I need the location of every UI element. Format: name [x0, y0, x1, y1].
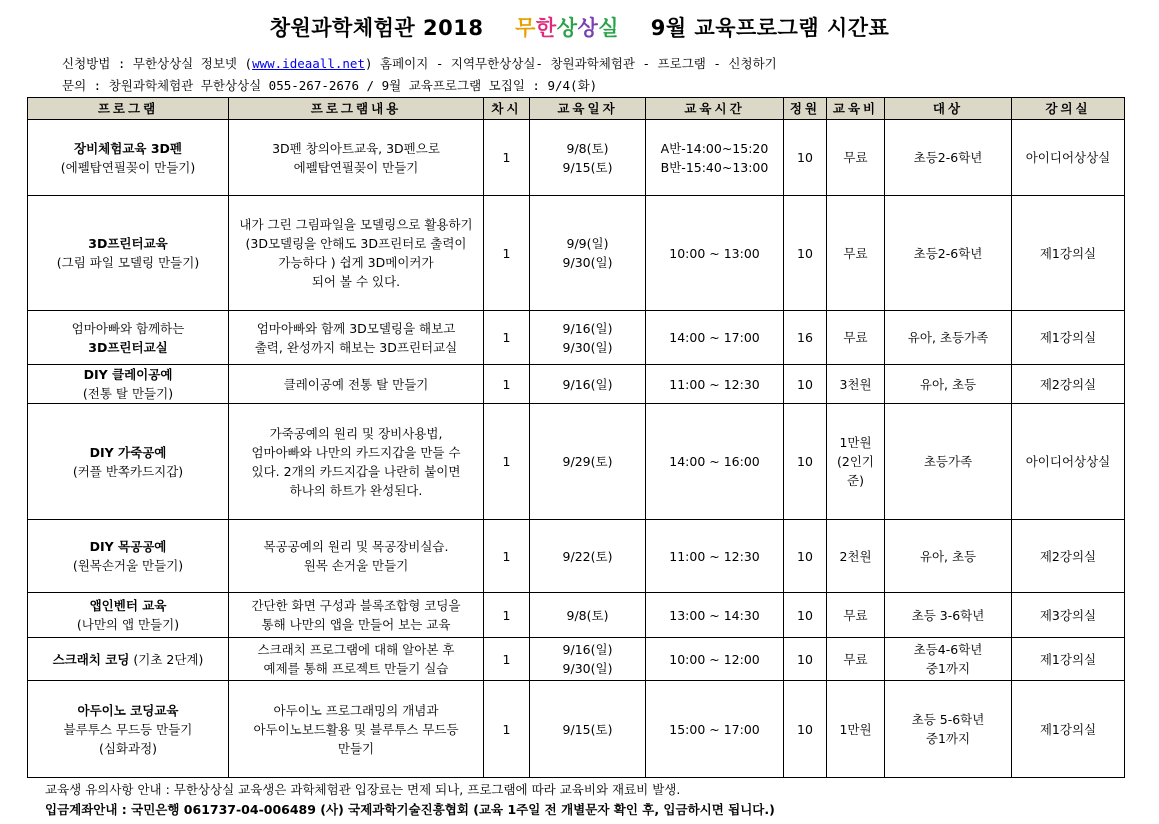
- content-cell-line: 간단한 화면 구성과 블록조합형 코딩을: [251, 598, 461, 613]
- content-cell-line: 원목 손거울 만들기: [303, 558, 409, 573]
- room-cell: 제2강의실: [1012, 520, 1125, 593]
- dates-cell-line: 9/15(토): [562, 721, 613, 737]
- title-suffix: 9월 교육프로그램 시간표: [650, 16, 890, 40]
- dates-cell-line: 9/8(토): [566, 140, 609, 156]
- fee-cell-line: 1만원: [839, 721, 872, 737]
- times-cell: [646, 638, 784, 681]
- room-cell: 제1강의실: [1012, 311, 1125, 365]
- program-cell-line: 엄마아빠와 함께하는: [71, 320, 185, 336]
- times-cell-line: A반-14:00~15:20: [660, 140, 769, 156]
- target-cell: [885, 365, 1012, 404]
- program-cell: [28, 638, 229, 681]
- content-cell-line: 출력, 완성까지 해보는 3D프린터교실: [254, 339, 458, 355]
- target-cell: [885, 681, 1012, 778]
- table-row: [28, 311, 1125, 365]
- target-cell-line: 초등2-6학년: [913, 245, 983, 261]
- times-cell: [646, 311, 784, 365]
- program-cell-line: 스크래치 코딩: [52, 651, 130, 667]
- target-cell-line: 유아, 초등가족: [907, 330, 989, 345]
- capacity-cell: 10: [784, 638, 827, 681]
- content-cell: [229, 681, 484, 778]
- target-cell: [885, 311, 1012, 365]
- program-cell: [28, 311, 229, 365]
- fee-cell-line: 3천원: [839, 376, 872, 392]
- program-cell-line: (원목손거울 만들기): [72, 558, 184, 573]
- program-cell-line: DIY 가죽공예: [89, 444, 167, 460]
- table-row: [28, 196, 1125, 311]
- content-cell-line: 클레이공예 전통 탈 만들기: [283, 376, 429, 392]
- fee-cell: [827, 365, 885, 404]
- fee-cell-line: 2천원: [839, 548, 872, 564]
- fee-cell-line: 무료: [843, 651, 868, 667]
- dates-cell-line: 9/16(일): [562, 642, 613, 657]
- program-cell-line: 3D프린터교실: [88, 339, 168, 355]
- times-cell: [646, 404, 784, 520]
- sessions-cell: 1: [484, 120, 530, 196]
- capacity-cell: 10: [784, 593, 827, 638]
- apply-suffix: ) 홈페이지 - 지역무한상상실- 창원과학체험관 - 프로그램 - 신청하기: [364, 56, 777, 71]
- table-row: [28, 404, 1125, 520]
- dates-cell-line: 9/30(일): [562, 661, 613, 676]
- fee-cell: [827, 593, 885, 638]
- content-cell-line: 아두이노 프로그래밍의 개념과: [273, 702, 439, 718]
- col-header: 교육일자: [530, 98, 646, 120]
- page-title: [0, 12, 1159, 42]
- target-cell-line: 유아, 초등: [919, 376, 977, 392]
- apply-prefix: 신청방법 : 무한상상실 정보넷 (: [62, 56, 253, 71]
- times-cell-line: 13:00 ~ 14:30: [669, 607, 760, 623]
- dates-cell: [530, 196, 646, 311]
- program-cell: [28, 120, 229, 196]
- fee-cell: [827, 520, 885, 593]
- times-cell-line: 14:00 ~ 17:00: [669, 330, 760, 345]
- program-cell: [28, 520, 229, 593]
- fee-cell-line: 무료: [843, 245, 868, 261]
- target-cell-line: 중1까지: [925, 731, 971, 746]
- fee-cell-line: 무료: [843, 150, 868, 165]
- dates-cell-line: 9/22(토): [562, 548, 613, 564]
- program-cell-line: (그림 파일 모델링 만들기): [56, 255, 200, 270]
- col-header: 정원: [784, 98, 827, 120]
- program-cell-line: (에펠탑연필꽂이 만들기): [60, 159, 196, 175]
- program-cell-line: 앱인벤터 교육: [89, 598, 167, 613]
- fee-cell: [827, 196, 885, 311]
- capacity-cell: 10: [784, 681, 827, 778]
- capacity-cell: 10: [784, 520, 827, 593]
- room-cell: 아이디어상상실: [1012, 404, 1125, 520]
- table-row: [28, 520, 1125, 593]
- dates-cell-line: 9/30(일): [562, 339, 613, 355]
- program-cell-line: (커플 반쪽카드지갑): [72, 463, 184, 479]
- room-cell: 제3강의실: [1012, 593, 1125, 638]
- room-cell: 아이디어상상실: [1012, 120, 1125, 196]
- contact-info: 문의 : 창원과학체험관 무한상상실 055-267-2676 / 9월 교육프로그램 모집일 : 9/4(화): [62, 78, 598, 93]
- dates-cell-line: 9/9(일): [566, 236, 609, 251]
- program-cell-line: (나만의 앱 만들기): [76, 617, 180, 632]
- col-header: 교육시간: [646, 98, 784, 120]
- fee-cell: [827, 638, 885, 681]
- content-cell-line: 되어 볼 수 있다.: [311, 274, 401, 289]
- times-cell-line: 11:00 ~ 12:30: [669, 376, 760, 392]
- notice-text: 교육생 유의사항 안내 : 무한상상실 교육생은 과학체험관 입장료는 면제 되나, 프로그램에 따라 교육비와 재료비 발생.: [45, 782, 681, 797]
- dates-cell: [530, 311, 646, 365]
- fee-cell: [827, 120, 885, 196]
- target-cell: [885, 593, 1012, 638]
- apply-info: [62, 54, 777, 72]
- capacity-cell: 10: [784, 120, 827, 196]
- account-text: 입금계좌안내 : 국민은행 061737-04-006489 (사) 국제과학기술진흥협회 (교육 1주일 전 개별문자 확인 후, 입금하시면 됩니다.): [45, 802, 775, 817]
- dates-cell: [530, 120, 646, 196]
- program-cell: [28, 681, 229, 778]
- dates-cell: [530, 365, 646, 404]
- content-cell: [229, 365, 484, 404]
- sessions-cell: 1: [484, 593, 530, 638]
- fee-cell-line: 1만원: [839, 435, 872, 450]
- times-cell: [646, 365, 784, 404]
- col-header: 대상: [885, 98, 1012, 120]
- dates-cell: [530, 681, 646, 778]
- target-cell: [885, 638, 1012, 681]
- content-cell-line: 스크래치 프로그램에 대해 알아본 후: [257, 642, 455, 657]
- capacity-cell: 10: [784, 404, 827, 520]
- col-header: 강의실: [1012, 98, 1125, 120]
- content-cell-line: 에펠탑연필꽂이 만들기: [293, 159, 419, 175]
- target-cell-line: 초등가족: [923, 454, 973, 469]
- brand-char: 상: [577, 16, 599, 40]
- target-cell-line: 초등 3-6학년: [911, 607, 985, 623]
- room-cell: 제2강의실: [1012, 365, 1125, 404]
- room-cell: 제1강의실: [1012, 638, 1125, 681]
- times-cell-line: 14:00 ~ 16:00: [669, 454, 760, 469]
- col-header: 프로그램: [28, 98, 229, 120]
- target-cell: [885, 120, 1012, 196]
- sessions-cell: 1: [484, 638, 530, 681]
- program-cell-line: (기초 2단계): [133, 651, 204, 667]
- content-cell-line: 내가 그린 그림파일을 모델링으로 활용하기: [239, 217, 473, 232]
- dates-cell-line: 9/16(일): [562, 376, 613, 392]
- target-cell-line: 초등4-6학년: [913, 642, 983, 657]
- table-row: [28, 593, 1125, 638]
- content-cell: [229, 311, 484, 365]
- program-cell-line: 아두이노 코딩교육: [77, 702, 179, 718]
- times-cell-line: 15:00 ~ 17:00: [669, 721, 760, 737]
- dates-cell-line: 9/8(토): [566, 607, 609, 623]
- brand-char: 무: [515, 16, 536, 40]
- target-cell: [885, 196, 1012, 311]
- target-cell-line: 중1까지: [925, 661, 971, 676]
- content-cell-line: 있다. 2개의 카드지갑을 나란히 붙이면: [251, 463, 461, 479]
- content-cell-line: 목공공예의 원리 및 목공장비실습.: [263, 539, 449, 554]
- table-body: [28, 120, 1125, 778]
- program-cell-line: 블루투스 무드등 만들기: [63, 721, 193, 737]
- times-cell: [646, 681, 784, 778]
- program-cell: [28, 196, 229, 311]
- times-cell-line: 11:00 ~ 12:30: [669, 548, 760, 564]
- sessions-cell: 1: [484, 520, 530, 593]
- table-row: [28, 681, 1125, 778]
- fee-cell-line: 무료: [843, 330, 868, 345]
- sessions-cell: 1: [484, 681, 530, 778]
- content-cell: [229, 638, 484, 681]
- content-cell-line: 예제를 통해 프로젝트 만들기 실습: [263, 661, 449, 676]
- program-cell: [28, 593, 229, 638]
- sessions-cell: 1: [484, 311, 530, 365]
- schedule-table: [27, 97, 1125, 778]
- program-cell-line: DIY 목공공예: [89, 539, 167, 554]
- content-cell-line: 가능하다 ) 쉽게 3D메이커가: [278, 255, 434, 270]
- table-row: [28, 120, 1125, 196]
- brand-char: 상: [556, 16, 578, 40]
- content-cell: [229, 404, 484, 520]
- room-cell: 제1강의실: [1012, 196, 1125, 311]
- content-cell-line: 통해 나만의 앱을 만들어 보는 교육: [261, 617, 451, 632]
- content-cell: [229, 520, 484, 593]
- dates-cell-line: 9/30(일): [562, 255, 613, 270]
- program-cell: [28, 365, 229, 404]
- capacity-cell: 10: [784, 196, 827, 311]
- program-cell-line: 장비체험교육 3D펜: [74, 140, 182, 156]
- fee-cell: [827, 681, 885, 778]
- content-cell-line: 3D펜 창의아트교육, 3D펜으로: [272, 140, 440, 156]
- times-cell-line: 10:00 ~ 12:00: [669, 651, 760, 667]
- table-header-row: [28, 98, 1125, 120]
- times-cell-line: B반-15:40~13:00: [660, 159, 769, 175]
- brand-char: 실: [598, 16, 620, 40]
- dates-cell-line: 9/29(토): [562, 454, 613, 469]
- sessions-cell: 1: [484, 196, 530, 311]
- col-header: 교육비: [827, 98, 885, 120]
- apply-link[interactable]: www.ideaall.net: [252, 56, 365, 71]
- content-cell: [229, 120, 484, 196]
- times-cell-line: 10:00 ~ 13:00: [669, 245, 760, 261]
- dates-cell: [530, 593, 646, 638]
- title-prefix: 창원과학체험관 2018: [269, 16, 484, 40]
- program-cell-line: DIY 클레이공예: [83, 367, 173, 382]
- table-row: [28, 638, 1125, 681]
- fee-cell-line: (2인기준): [837, 454, 874, 488]
- content-cell: [229, 593, 484, 638]
- col-header: 프로그램내용: [229, 98, 484, 120]
- title-brand: [515, 16, 619, 40]
- room-cell: 제1강의실: [1012, 681, 1125, 778]
- dates-cell-line: 9/16(일): [562, 320, 613, 336]
- content-cell-line: 가죽공예의 원리 및 장비사용법,: [269, 425, 443, 441]
- content-cell-line: 엄마아빠와 나만의 카드지갑을 만들 수: [251, 444, 461, 460]
- target-cell: [885, 404, 1012, 520]
- content-cell: [229, 196, 484, 311]
- capacity-cell: 10: [784, 365, 827, 404]
- table-row: [28, 365, 1125, 404]
- content-cell-line: (3D모델링을 안해도 3D프린터로 출력이: [245, 236, 467, 251]
- target-cell-line: 초등2-6학년: [913, 150, 983, 165]
- program-cell-line: 3D프린터교육: [88, 236, 168, 251]
- times-cell: [646, 520, 784, 593]
- content-cell-line: 만들기: [337, 740, 375, 756]
- content-cell-line: 하나의 하트가 완성된다.: [289, 482, 423, 498]
- sessions-cell: 1: [484, 404, 530, 520]
- program-cell-line: (전통 탈 만들기): [82, 386, 174, 401]
- brand-char: 한: [535, 16, 557, 40]
- content-cell-line: 아두이노보드활용 및 블루투스 무드등: [253, 721, 459, 737]
- content-cell-line: 엄마아빠와 함께 3D모델링을 해보고: [256, 320, 456, 336]
- program-cell: [28, 404, 229, 520]
- sessions-cell: 1: [484, 365, 530, 404]
- times-cell: [646, 196, 784, 311]
- col-header: 차시: [484, 98, 530, 120]
- target-cell-line: 유아, 초등: [919, 548, 977, 564]
- target-cell-line: 초등 5-6학년: [911, 712, 985, 727]
- fee-cell: [827, 404, 885, 520]
- times-cell: [646, 120, 784, 196]
- capacity-cell: 16: [784, 311, 827, 365]
- dates-cell: [530, 404, 646, 520]
- dates-cell-line: 9/15(토): [562, 159, 613, 175]
- dates-cell: [530, 520, 646, 593]
- times-cell: [646, 593, 784, 638]
- fee-cell: [827, 311, 885, 365]
- fee-cell-line: 무료: [843, 607, 868, 623]
- program-cell-line: (심화과정): [98, 740, 158, 756]
- dates-cell: [530, 638, 646, 681]
- target-cell: [885, 520, 1012, 593]
